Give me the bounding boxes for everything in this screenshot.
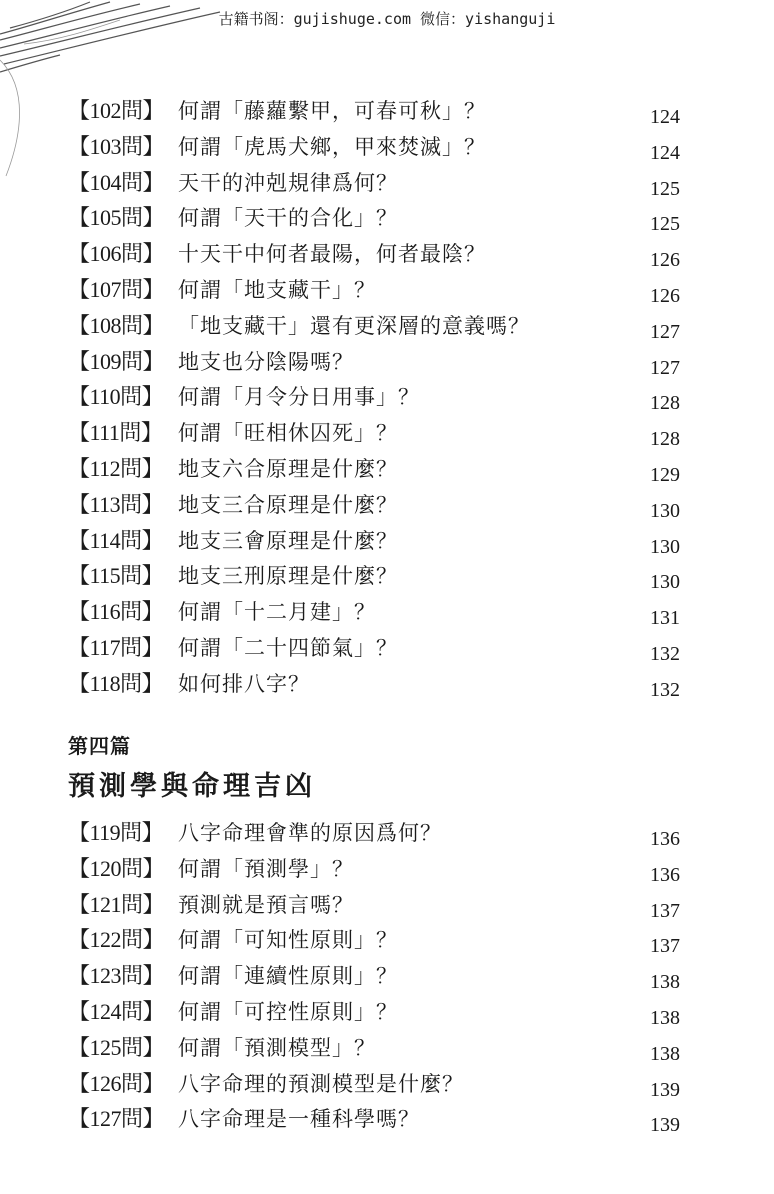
question-number: 【102問】 (68, 98, 165, 123)
question-number: 【112問】 (68, 456, 164, 481)
page-number: 130 (650, 571, 680, 594)
page-number: 124 (650, 106, 680, 128)
question-title: 何謂「預測模型」？ (178, 1035, 376, 1060)
section-label: 第四篇 (68, 734, 131, 758)
question-title: 何謂「藤蘿繫甲，可春可秋」？ (178, 99, 486, 123)
question-title: 何謂「可控性原則」？ (178, 1000, 398, 1024)
question-title: 何謂「地支藏干」？ (178, 278, 376, 302)
question-title: 何謂「旺相休囚死」？ (178, 421, 398, 446)
toc-entry (0, 96, 774, 132)
toc-entry (0, 925, 774, 961)
page-number: 136 (650, 863, 680, 886)
question-number: 【122問】 (68, 927, 165, 953)
watermark-text: 古籍书阁：gujishuge.com 微信：yishanguji (218, 10, 556, 28)
toc-entry (0, 890, 774, 926)
question-title: 何謂「可知性原則」？ (178, 928, 398, 953)
toc-entry (0, 997, 774, 1033)
question-number: 【111問】 (68, 420, 163, 446)
question-title: 「地支藏干」還有更深層的意義嗎？ (178, 313, 530, 338)
question-number: 【107問】 (68, 277, 165, 302)
question-title: 何謂「月令分日用事」？ (178, 385, 420, 410)
question-title: 地支也分陰陽嗎？ (178, 349, 354, 374)
page-number: 136 (650, 828, 680, 850)
question-title: 地支三刑原理是什麼？ (178, 564, 398, 589)
toc-entry (0, 1069, 774, 1105)
question-title: 地支三會原理是什麼？ (178, 528, 398, 553)
page-number: 124 (650, 141, 680, 164)
question-title: 預測就是預言嗎？ (178, 892, 354, 917)
toc-entry (0, 203, 774, 239)
page-number: 137 (650, 899, 680, 922)
question-number: 【121問】 (68, 891, 165, 917)
section-title: 預測學與命理吉凶 (68, 771, 316, 802)
question-title: 何謂「天干的合化」？ (178, 206, 398, 231)
page-number: 139 (650, 1114, 680, 1137)
question-number: 【115問】 (68, 563, 164, 589)
question-title: 何謂「十二月建」？ (178, 600, 376, 625)
toc-entry (0, 275, 774, 311)
question-title: 何謂「二十四節氣」？ (178, 636, 398, 660)
question-title: 地支三合原理是什麼？ (178, 492, 398, 517)
question-number: 【109問】 (68, 348, 165, 374)
toc-entry (0, 561, 774, 597)
question-title: 何謂「連續性原則」？ (178, 964, 398, 989)
question-number: 【119問】 (68, 820, 164, 845)
toc-entry (0, 526, 774, 562)
question-number: 【116問】 (68, 599, 164, 625)
question-number: 【110問】 (68, 384, 164, 410)
toc-entry (0, 418, 774, 454)
question-title: 地支六合原理是什麼？ (178, 457, 398, 481)
question-title: 八字命理的預測模型是什麼？ (178, 1071, 464, 1096)
page-number: 127 (650, 356, 680, 379)
question-number: 【114問】 (68, 527, 164, 553)
question-number: 【127問】 (68, 1106, 165, 1132)
question-number: 【124問】 (68, 999, 165, 1024)
toc-entry (0, 854, 774, 890)
question-number: 【103問】 (68, 133, 165, 159)
toc-entry (0, 669, 774, 705)
question-title: 何謂「虎馬犬鄉，甲來焚滅」？ (178, 134, 486, 159)
page-number: 131 (650, 607, 680, 630)
question-number: 【104問】 (68, 169, 165, 195)
page-number: 128 (650, 392, 680, 415)
page-number: 138 (650, 971, 680, 994)
question-title: 如何排八字？ (178, 671, 310, 696)
question-number: 【125問】 (68, 1034, 165, 1060)
toc-entry (0, 1104, 774, 1140)
page-number: 132 (650, 643, 680, 665)
page-number: 126 (650, 249, 680, 272)
page-number: 125 (650, 177, 680, 200)
toc-entry (0, 347, 774, 383)
question-number: 【120問】 (68, 855, 165, 881)
toc-entry (0, 168, 774, 204)
toc-entry (0, 633, 774, 669)
page-number: 125 (650, 213, 680, 236)
page-number: 130 (650, 499, 680, 522)
toc-entry (0, 382, 774, 418)
question-title: 天干的沖剋規律爲何？ (178, 170, 398, 195)
page-number: 132 (650, 678, 680, 701)
page-number: 138 (650, 1007, 680, 1029)
toc-entry (0, 818, 774, 854)
question-number: 【123問】 (68, 963, 165, 989)
toc-entry (0, 961, 774, 997)
toc-entry (0, 311, 774, 347)
question-number: 【108問】 (68, 312, 165, 338)
toc-entry (0, 490, 774, 526)
page-number: 138 (650, 1042, 680, 1065)
page-number: 127 (650, 320, 680, 343)
question-number: 【106問】 (68, 241, 165, 267)
toc-entry (0, 239, 774, 275)
page-number: 139 (650, 1078, 680, 1101)
toc-entry (0, 454, 774, 490)
question-title: 八字命理是一種科學嗎？ (178, 1107, 420, 1132)
question-number: 【105問】 (68, 205, 165, 231)
toc-entry (0, 597, 774, 633)
page-number: 129 (650, 464, 680, 486)
page-number: 130 (650, 535, 680, 558)
question-number: 【126問】 (68, 1070, 165, 1096)
question-number: 【117問】 (68, 635, 164, 660)
question-title: 何謂「預測學」？ (178, 856, 354, 881)
question-title: 十天干中何者最陽，何者最陰？ (178, 242, 486, 267)
question-number: 【118問】 (68, 670, 164, 696)
toc-entry (0, 132, 774, 168)
question-title: 八字命理會準的原因爲何？ (178, 821, 442, 845)
question-number: 【113問】 (68, 491, 164, 517)
page-number: 128 (650, 428, 680, 451)
page-number: 137 (650, 935, 680, 958)
page-number: 126 (650, 285, 680, 307)
toc-entry (0, 1033, 774, 1069)
